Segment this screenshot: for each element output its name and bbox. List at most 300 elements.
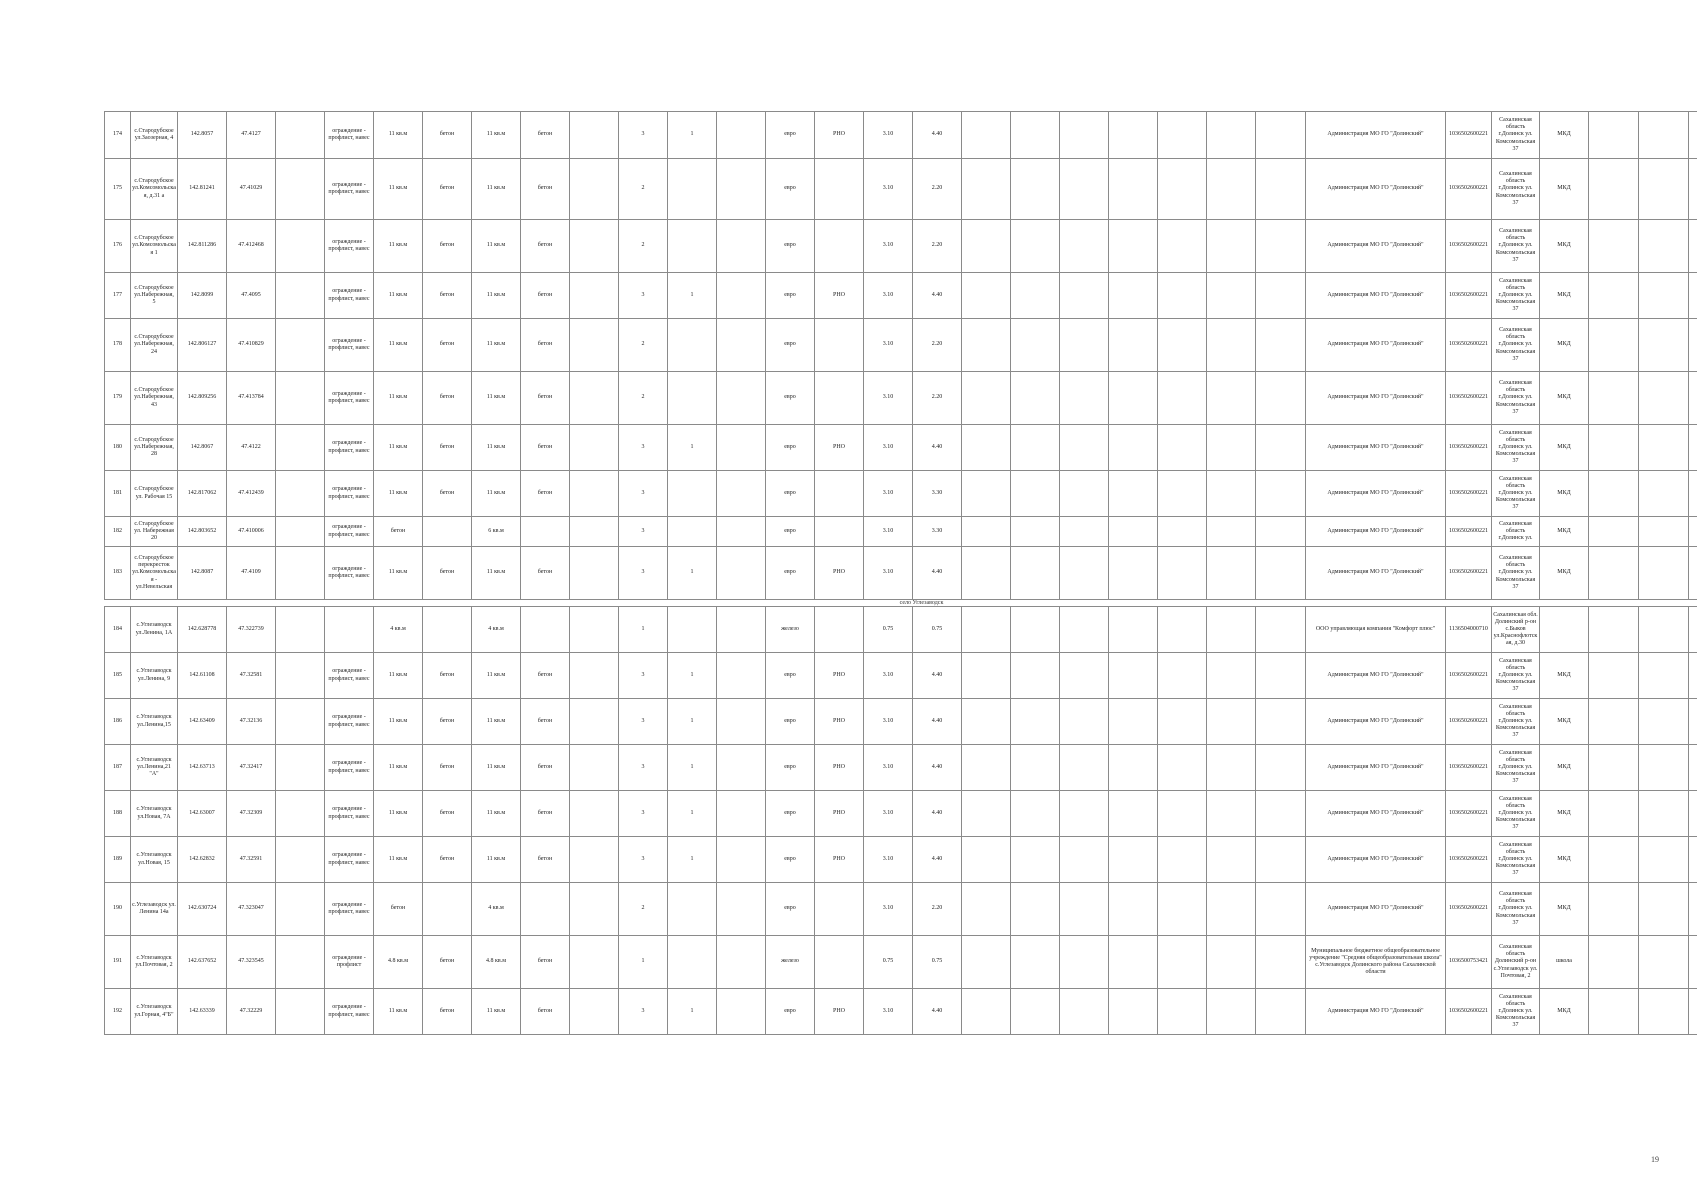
table-cell: РНО	[815, 989, 864, 1035]
table-cell: с.Углезаводск ул.Новая, 7А	[131, 791, 178, 837]
table-cell	[1207, 547, 1256, 600]
table-cell: 11 кв.м	[472, 112, 521, 159]
table-cell	[962, 653, 1011, 699]
table-cell	[962, 425, 1011, 471]
table-cell: 11 кв.м	[374, 220, 423, 273]
table-cell	[1060, 837, 1109, 883]
table-cell	[717, 319, 766, 372]
table-cell	[1589, 273, 1639, 319]
table-cell: с.Углезаводск ул.Почтовая, 2	[131, 936, 178, 989]
table-cell	[521, 607, 570, 653]
table-cell: 47.41029	[227, 159, 276, 220]
settlement-separator-row	[105, 600, 1697, 607]
table-cell	[668, 471, 717, 517]
table-cell	[423, 607, 472, 653]
table-cell: бетон	[423, 425, 472, 471]
table-cell: 1036502600221	[1446, 319, 1492, 372]
table-cell: 142.63409	[178, 699, 227, 745]
table-cell	[962, 372, 1011, 425]
table-row	[105, 547, 1697, 600]
table-cell	[570, 273, 619, 319]
table-cell	[962, 837, 1011, 883]
table-cell: 47.412468	[227, 220, 276, 273]
table-cell: бетон	[521, 112, 570, 159]
table-cell: 3.30	[913, 517, 962, 547]
table-cell	[1689, 517, 1697, 547]
table-cell: бетон	[521, 699, 570, 745]
table-cell: 1036502600221	[1446, 220, 1492, 273]
table-cell	[668, 517, 717, 547]
table-cell	[1256, 517, 1306, 547]
table-row	[105, 883, 1697, 936]
table-cell: 3	[619, 837, 668, 883]
table-cell: бетон	[423, 319, 472, 372]
table-cell: 3.10	[864, 837, 913, 883]
table-cell	[1639, 989, 1689, 1035]
table-cell	[1589, 883, 1639, 936]
table-cell: 3.10	[864, 653, 913, 699]
table-cell: 47.322739	[227, 607, 276, 653]
table-cell: 3	[619, 791, 668, 837]
table-cell: 1036502600221	[1446, 159, 1492, 220]
table-cell	[1639, 159, 1689, 220]
table-cell: ограждение - профлист, навес	[325, 517, 374, 547]
table-cell: РНО	[815, 791, 864, 837]
table-cell: с.Углезаводск ул. Ленина 14а	[131, 883, 178, 936]
table-cell: 11 кв.м	[472, 372, 521, 425]
table-cell	[1256, 745, 1306, 791]
table-cell: Администрация МО ГО "Долинский"	[1306, 517, 1446, 547]
table-cell: Сахалинская область г.Долинск ул. Комсомольская 37	[1492, 372, 1540, 425]
table-cell	[1256, 837, 1306, 883]
table-cell	[1060, 425, 1109, 471]
table-cell: 47.32136	[227, 699, 276, 745]
table-cell: евро	[766, 791, 815, 837]
table-cell: ограждение - профлист, навес	[325, 372, 374, 425]
table-cell: Администрация МО ГО "Долинский"	[1306, 745, 1446, 791]
table-cell: Сахалинская область г.Долинск ул. Комсомольская 37	[1492, 471, 1540, 517]
table-cell	[1689, 112, 1697, 159]
table-row	[105, 372, 1697, 425]
table-cell	[962, 273, 1011, 319]
table-cell	[276, 653, 325, 699]
table-cell: 1036502600221	[1446, 517, 1492, 547]
table-cell	[1639, 699, 1689, 745]
table-cell: 47.32581	[227, 653, 276, 699]
table-cell: бетон	[423, 372, 472, 425]
table-cell: ограждение - профлист, навес	[325, 425, 374, 471]
table-cell	[1011, 936, 1060, 989]
table-cell	[1109, 112, 1158, 159]
table-cell	[1109, 883, 1158, 936]
table-cell: МКД	[1540, 220, 1589, 273]
table-row	[105, 791, 1697, 837]
table-cell	[668, 220, 717, 273]
table-cell: бетон	[423, 837, 472, 883]
table-cell: 1036502600221	[1446, 791, 1492, 837]
table-row	[105, 607, 1697, 653]
table-cell: Администрация МО ГО "Долинский"	[1306, 112, 1446, 159]
table-cell: 11 кв.м	[472, 220, 521, 273]
table-row	[105, 471, 1697, 517]
table-cell: ограждение - профлист, навес	[325, 989, 374, 1035]
table-cell	[1256, 273, 1306, 319]
table-cell: РНО	[815, 699, 864, 745]
table-cell	[1158, 372, 1207, 425]
table-cell	[521, 883, 570, 936]
table-cell: Администрация МО ГО "Долинский"	[1306, 791, 1446, 837]
table-cell	[1589, 745, 1639, 791]
table-cell	[1589, 791, 1639, 837]
table-cell: 2	[619, 883, 668, 936]
table-cell: бетон	[521, 220, 570, 273]
table-cell	[1589, 699, 1639, 745]
table-cell: 11 кв.м	[472, 425, 521, 471]
table-cell	[717, 607, 766, 653]
table-cell: Администрация МО ГО "Долинский"	[1306, 159, 1446, 220]
table-cell	[1011, 547, 1060, 600]
table-cell	[668, 372, 717, 425]
table-cell: 1036502600221	[1446, 112, 1492, 159]
table-cell: 186	[105, 699, 131, 745]
table-cell	[1540, 607, 1589, 653]
table-cell: бетон	[521, 745, 570, 791]
table-cell	[815, 517, 864, 547]
table-cell	[570, 159, 619, 220]
registry-body	[105, 112, 1697, 1035]
table-cell	[521, 517, 570, 547]
table-cell: 1	[668, 425, 717, 471]
table-cell: Сахалинская обл. Долинский р-он с.Быков ул.Краснофлотская, д.30	[1492, 607, 1540, 653]
table-cell: евро	[766, 159, 815, 220]
table-cell: 4.8 кв.м	[374, 936, 423, 989]
table-cell: РНО	[815, 112, 864, 159]
table-cell: РНО	[815, 653, 864, 699]
table-cell	[717, 112, 766, 159]
table-cell	[1060, 471, 1109, 517]
table-cell: ограждение - профлист, навес	[325, 653, 374, 699]
table-cell	[276, 547, 325, 600]
table-cell	[570, 112, 619, 159]
table-cell: МКД	[1540, 517, 1589, 547]
table-cell	[1207, 699, 1256, 745]
table-cell	[962, 745, 1011, 791]
table-cell: 142.811286	[178, 220, 227, 273]
table-cell	[1060, 745, 1109, 791]
table-cell	[1256, 372, 1306, 425]
table-cell: 2.20	[913, 372, 962, 425]
table-cell	[717, 425, 766, 471]
table-cell: 47.4095	[227, 273, 276, 319]
table-cell: МКД	[1540, 791, 1589, 837]
table-cell: РНО	[815, 745, 864, 791]
table-cell	[1256, 883, 1306, 936]
table-cell	[423, 517, 472, 547]
table-cell: Сахалинская область г.Долинск ул. Комсомольская 37	[1492, 273, 1540, 319]
table-cell: 3	[619, 699, 668, 745]
table-cell	[1060, 319, 1109, 372]
table-cell	[1256, 653, 1306, 699]
table-cell: 175	[105, 159, 131, 220]
table-cell: 181	[105, 471, 131, 517]
table-cell: ООО управляющая компания "Комфорт плюс"	[1306, 607, 1446, 653]
table-cell	[1689, 883, 1697, 936]
table-cell: 1	[668, 273, 717, 319]
table-cell: 4.40	[913, 837, 962, 883]
table-cell	[1589, 517, 1639, 547]
table-row	[105, 159, 1697, 220]
table-cell: с.Углезаводск ул.Ленина,15	[131, 699, 178, 745]
table-cell	[668, 607, 717, 653]
table-cell	[1011, 159, 1060, 220]
table-cell: 2	[619, 220, 668, 273]
table-cell	[962, 883, 1011, 936]
table-cell: МКД	[1540, 273, 1589, 319]
registry-table	[104, 111, 1697, 1035]
table-cell: 3	[619, 273, 668, 319]
table-cell	[1256, 936, 1306, 989]
table-cell	[1589, 471, 1639, 517]
table-cell	[1158, 791, 1207, 837]
table-cell: 184	[105, 607, 131, 653]
table-cell	[1158, 159, 1207, 220]
table-cell: 11 кв.м	[374, 745, 423, 791]
table-cell: Администрация МО ГО "Долинский"	[1306, 220, 1446, 273]
table-cell: евро	[766, 699, 815, 745]
table-cell	[962, 547, 1011, 600]
table-cell	[1060, 547, 1109, 600]
table-cell	[1689, 425, 1697, 471]
table-cell: ограждение - профлист, навес	[325, 112, 374, 159]
table-cell: Администрация МО ГО "Долинский"	[1306, 273, 1446, 319]
table-cell	[1689, 653, 1697, 699]
table-cell	[1109, 220, 1158, 273]
table-cell	[717, 273, 766, 319]
table-cell	[1207, 471, 1256, 517]
table-cell: с.Углезаводск ул.Ленина, 1А	[131, 607, 178, 653]
table-cell: 142.8087	[178, 547, 227, 600]
table-cell	[1109, 273, 1158, 319]
table-cell: с.Углезаводск ул.Ленина,21 "А"	[131, 745, 178, 791]
table-cell	[1256, 791, 1306, 837]
table-cell: с.Стародубское ул.Набережная, 28	[131, 425, 178, 471]
table-cell: 47.413784	[227, 372, 276, 425]
table-cell	[1109, 936, 1158, 989]
table-cell	[1639, 837, 1689, 883]
table-cell	[717, 220, 766, 273]
table-cell: Администрация МО ГО "Долинский"	[1306, 699, 1446, 745]
table-cell	[1060, 159, 1109, 220]
table-cell	[1639, 319, 1689, 372]
table-cell	[1158, 989, 1207, 1035]
table-cell	[276, 471, 325, 517]
table-cell: 3.10	[864, 547, 913, 600]
table-cell: бетон	[423, 653, 472, 699]
table-cell	[1639, 425, 1689, 471]
table-cell: 11 кв.м	[374, 791, 423, 837]
table-cell: 11 кв.м	[472, 699, 521, 745]
table-cell: 3.10	[864, 517, 913, 547]
table-cell	[1011, 112, 1060, 159]
table-cell	[1639, 372, 1689, 425]
table-cell: 11 кв.м	[374, 273, 423, 319]
table-cell: с.Стародубское ул.Комсомольская 1	[131, 220, 178, 273]
table-cell: 3.10	[864, 699, 913, 745]
table-cell: 3	[619, 112, 668, 159]
table-row	[105, 653, 1697, 699]
table-cell	[1589, 159, 1639, 220]
table-cell	[276, 936, 325, 989]
table-cell	[1060, 936, 1109, 989]
table-cell	[1256, 471, 1306, 517]
table-cell: Администрация МО ГО "Долинский"	[1306, 837, 1446, 883]
table-cell	[1109, 653, 1158, 699]
table-cell: 3.10	[864, 159, 913, 220]
table-cell: Сахалинская область г.Долинск ул. Комсомольская 37	[1492, 837, 1540, 883]
table-cell	[1639, 936, 1689, 989]
table-cell: 2	[619, 159, 668, 220]
table-cell	[1060, 607, 1109, 653]
table-cell: 178	[105, 319, 131, 372]
table-cell: с.Стародубское ул.Набережная, 5	[131, 273, 178, 319]
table-cell: 1	[668, 653, 717, 699]
table-cell: евро	[766, 989, 815, 1035]
table-cell	[1158, 220, 1207, 273]
table-cell	[570, 989, 619, 1035]
table-row	[105, 112, 1697, 159]
table-cell	[1207, 159, 1256, 220]
table-cell	[1158, 273, 1207, 319]
table-cell	[1158, 112, 1207, 159]
table-cell: 11 кв.м	[374, 159, 423, 220]
table-row	[105, 936, 1697, 989]
table-cell: 142.62832	[178, 837, 227, 883]
table-cell: бетон	[423, 936, 472, 989]
table-cell: 142.809256	[178, 372, 227, 425]
table-cell: МКД	[1540, 653, 1589, 699]
table-cell	[1589, 547, 1639, 600]
table-cell	[717, 745, 766, 791]
table-cell	[276, 372, 325, 425]
table-cell: 190	[105, 883, 131, 936]
table-cell	[570, 607, 619, 653]
table-cell: 142.63713	[178, 745, 227, 791]
table-cell: с.Стародубское ул.Набережная, 43	[131, 372, 178, 425]
table-cell	[570, 547, 619, 600]
table-cell: 1036502600221	[1446, 425, 1492, 471]
table-cell: 3	[619, 989, 668, 1035]
table-row	[105, 273, 1697, 319]
table-cell	[1589, 220, 1639, 273]
table-row	[105, 220, 1697, 273]
table-cell: 187	[105, 745, 131, 791]
table-cell	[962, 159, 1011, 220]
table-cell	[1589, 607, 1639, 653]
table-cell: 11 кв.м	[374, 471, 423, 517]
table-cell	[1011, 220, 1060, 273]
table-cell	[1011, 273, 1060, 319]
table-cell	[1060, 273, 1109, 319]
table-cell: ограждение - профлист, навес	[325, 699, 374, 745]
table-cell	[1689, 220, 1697, 273]
table-row	[105, 699, 1697, 745]
table-cell	[1589, 319, 1639, 372]
table-cell: МКД	[1540, 547, 1589, 600]
table-cell: ограждение - профлист, навес	[325, 791, 374, 837]
table-cell: 188	[105, 791, 131, 837]
table-cell: 11 кв.м	[472, 319, 521, 372]
table-cell	[815, 883, 864, 936]
table-cell	[1207, 517, 1256, 547]
table-cell: 11 кв.м	[374, 372, 423, 425]
table-cell: 1036502600221	[1446, 883, 1492, 936]
table-cell: бетон	[521, 273, 570, 319]
table-cell	[717, 989, 766, 1035]
table-cell: бетон	[521, 653, 570, 699]
table-cell	[1060, 372, 1109, 425]
table-cell: евро	[766, 837, 815, 883]
table-cell: 4.40	[913, 989, 962, 1035]
table-cell: 3.10	[864, 745, 913, 791]
table-cell: евро	[766, 425, 815, 471]
table-cell	[1109, 791, 1158, 837]
table-cell: 0.75	[864, 936, 913, 989]
settlement-heading: село Углезаводск	[105, 600, 1697, 607]
table-cell	[668, 936, 717, 989]
table-cell	[1158, 653, 1207, 699]
table-cell	[1256, 220, 1306, 273]
table-cell: 4.40	[913, 653, 962, 699]
table-cell	[1109, 159, 1158, 220]
table-cell	[1060, 791, 1109, 837]
table-cell: 174	[105, 112, 131, 159]
table-cell	[1689, 699, 1697, 745]
table-cell: 176	[105, 220, 131, 273]
table-cell	[668, 159, 717, 220]
table-cell	[1639, 607, 1689, 653]
table-cell: евро	[766, 112, 815, 159]
table-cell	[962, 319, 1011, 372]
table-cell	[1207, 220, 1256, 273]
table-cell: 47.32591	[227, 837, 276, 883]
table-cell	[1109, 547, 1158, 600]
table-cell: 183	[105, 547, 131, 600]
table-cell: с.Стародубское ул.Заозерная, 4	[131, 112, 178, 159]
table-cell	[668, 883, 717, 936]
table-cell: МКД	[1540, 883, 1589, 936]
table-cell	[570, 425, 619, 471]
table-cell: Сахалинская область г.Долинск ул.	[1492, 517, 1540, 547]
table-cell	[570, 936, 619, 989]
table-cell	[1207, 372, 1256, 425]
table-cell: Сахалинская область г.Долинск ул. Комсомольская 37	[1492, 699, 1540, 745]
table-cell: 3.10	[864, 989, 913, 1035]
table-cell	[1109, 517, 1158, 547]
table-cell: бетон	[521, 791, 570, 837]
table-cell	[1011, 471, 1060, 517]
table-cell: 4 кв.м	[472, 607, 521, 653]
table-cell: 11 кв.м	[374, 989, 423, 1035]
table-cell: 2.20	[913, 220, 962, 273]
table-cell: Администрация МО ГО "Долинский"	[1306, 471, 1446, 517]
table-cell: 1036502600221	[1446, 547, 1492, 600]
table-cell: 4.40	[913, 745, 962, 791]
table-cell	[1689, 471, 1697, 517]
table-cell	[1639, 220, 1689, 273]
table-cell	[1109, 425, 1158, 471]
table-cell	[962, 936, 1011, 989]
table-cell	[1689, 837, 1697, 883]
